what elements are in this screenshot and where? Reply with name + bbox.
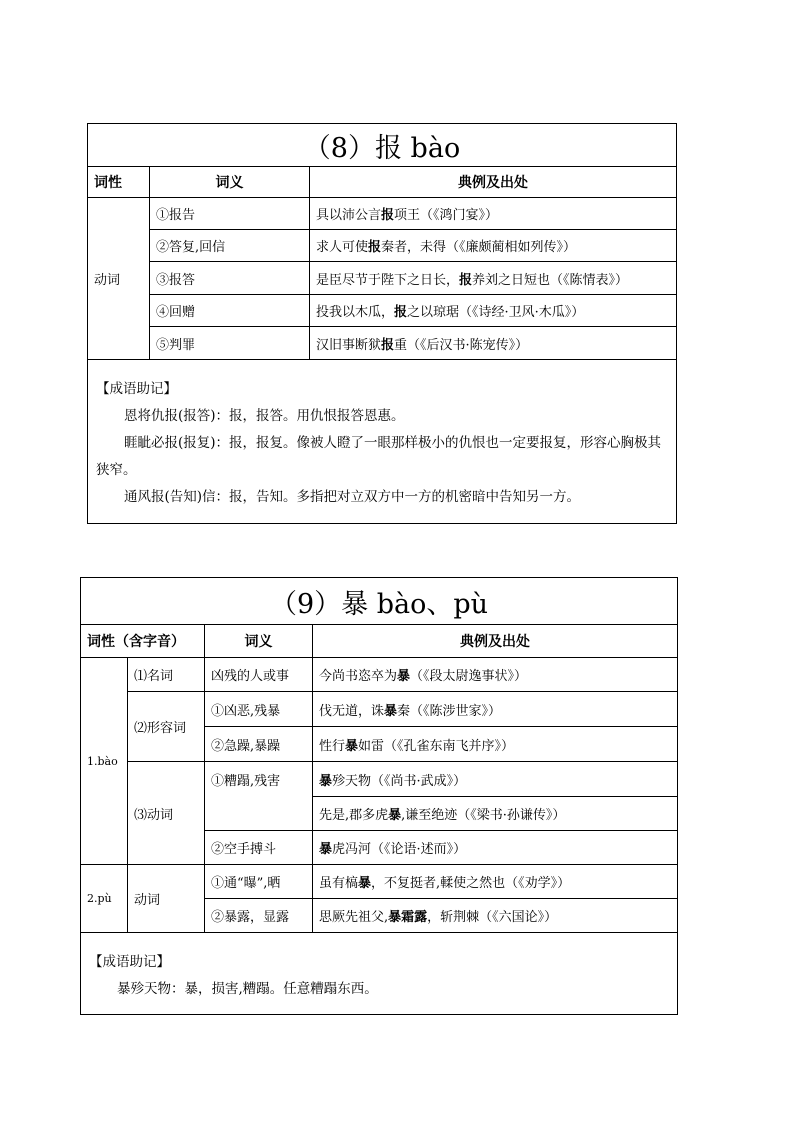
section-title: （8）报 bào <box>88 124 677 167</box>
table-bao-pu <box>80 577 678 1015</box>
example-cell: 思厥先祖父,暴霜露，斩荆棘（《六国论》） <box>313 899 678 933</box>
memo-title: 【成语助记】 <box>96 381 177 397</box>
section-title: （9）暴 bào、pù <box>81 578 678 625</box>
sense-cell: ①凶恶,残暴 <box>205 692 313 727</box>
pos-group-pu-verb: 动词 <box>128 865 205 933</box>
header-sense: 词义 <box>205 625 313 658</box>
sense-cell: ①糟蹋,残害 <box>205 762 313 831</box>
example-cell: 先是,郡多虎暴,谦至绝迹（《梁书·孙谦传》） <box>313 797 678 831</box>
example-cell: 投我以木瓜，报之以琼琚（《诗经·卫风·木瓜》） <box>310 295 677 327</box>
example-cell: 汉旧事断狱报重（《后汉书·陈宠传》） <box>310 327 677 360</box>
example-cell: 性行暴如雷（《孔雀东南飞并序》） <box>313 727 678 762</box>
example-cell: 具以沛公言报项王（《鸿门宴》） <box>310 198 677 230</box>
example-cell: 是臣尽节于陛下之日长，报养刘之日短也（《陈情表》） <box>310 262 677 295</box>
sense-cell: ④回赠 <box>150 295 310 327</box>
sense-cell: ③报答 <box>150 262 310 295</box>
memo-line: 暴殄天物：暴，损害,糟蹋。任意糟蹋东西。 <box>117 981 378 997</box>
header-example: 典例及出处 <box>313 625 678 658</box>
example-cell: 虽有槁暴，不复挺者,輮使之然也（《劝学》） <box>313 865 678 899</box>
header-pos: 词性（含字音） <box>81 625 205 658</box>
reading-bao: 1.bào <box>81 658 128 865</box>
pos-group-adj: ⑵形容词 <box>128 692 205 762</box>
header-pos: 词性 <box>88 167 150 198</box>
sense-cell: ⑤判罪 <box>150 327 310 360</box>
pos-group-verb: ⑶动词 <box>128 762 205 865</box>
header-example: 典例及出处 <box>310 167 677 198</box>
memo-title: 【成语助记】 <box>89 954 170 970</box>
sense-cell: ②空手搏斗 <box>205 831 313 865</box>
sense-cell: ①通“曝”,晒 <box>205 865 313 899</box>
pos-group-noun: ⑴名词 <box>128 658 205 692</box>
reading-pu: 2.pù <box>81 865 128 933</box>
sense-cell: ②答复,回信 <box>150 230 310 262</box>
memo-line: 睚眦必报(报复)：报，报复。像被人瞪了一眼那样极小的仇恨也一定要报复，形容心胸极其狭窄。 <box>96 435 662 478</box>
pos-cell: 动词 <box>88 198 150 360</box>
sense-cell: ②急躁,暴躁 <box>205 727 313 762</box>
idiom-memo <box>81 933 678 1015</box>
example-cell: 暴虎冯河（《论语·述而》） <box>313 831 678 865</box>
example-cell: 伐无道，诛暴秦（《陈涉世家》） <box>313 692 678 727</box>
memo-line: 恩将仇报(报答)：报，报答。用仇恨报答恩惠。 <box>124 408 405 424</box>
example-cell: 今尚书恣卒为暴（《段太尉逸事状》） <box>313 658 678 692</box>
example-cell: 暴殄天物（《尚书·武成》） <box>313 762 678 797</box>
sense-cell: ①报告 <box>150 198 310 230</box>
example-cell: 求人可使报秦者，未得（《廉颇蔺相如列传》） <box>310 230 677 262</box>
memo-line: 通风报(告知)信：报，告知。多指把对立双方中一方的机密暗中告知另一方。 <box>124 489 581 505</box>
sense-cell: 凶残的人或事 <box>205 658 313 692</box>
sense-cell: ②暴露，显露 <box>205 899 313 933</box>
header-sense: 词义 <box>150 167 310 198</box>
table-bao <box>87 123 677 524</box>
idiom-memo <box>88 360 677 524</box>
